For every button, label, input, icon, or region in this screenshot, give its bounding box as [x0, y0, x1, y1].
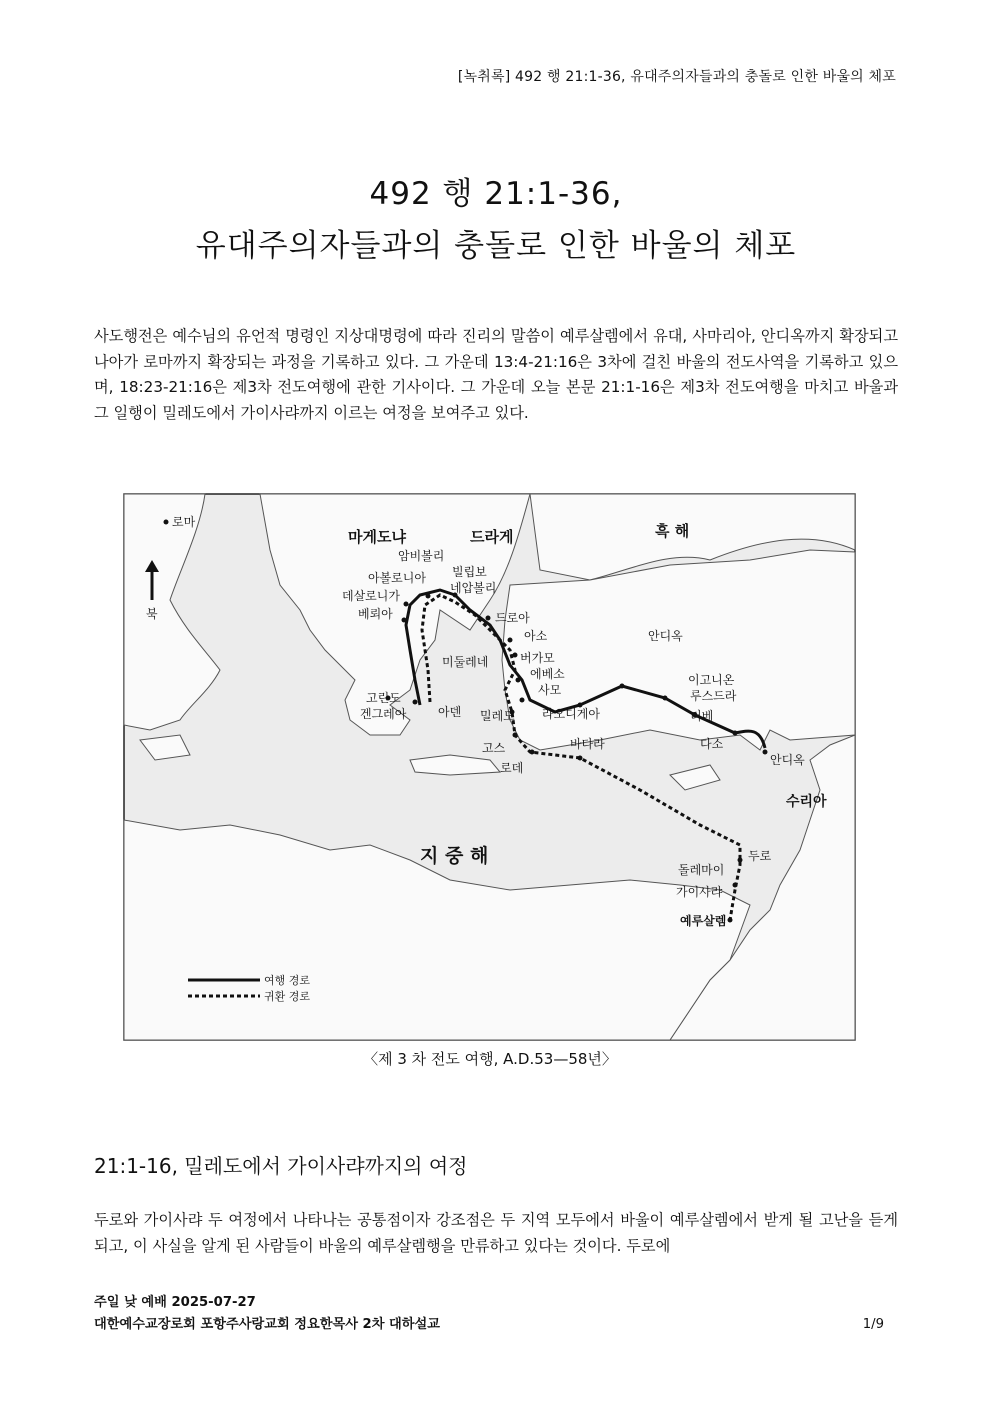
label-caesarea: 가이사랴 [676, 885, 723, 899]
footer [94, 1292, 884, 1336]
page-number: 1/9 [862, 1317, 884, 1332]
label-patara: 바다라 [570, 737, 605, 751]
label-miletus: 밀레도 [480, 709, 515, 723]
label-cenchreae: 겐그레아 [360, 707, 407, 721]
title-line-1: 492 행 21:1-36, [369, 176, 623, 212]
label-rhodes: 로데 [500, 761, 524, 775]
label-corinth: 고린도 [366, 691, 401, 705]
label-ptolemais: 돌레마이 [678, 863, 725, 877]
legend-outbound-label: 여행 경로 [264, 974, 311, 987]
label-thrace: 드라게 [470, 528, 514, 546]
label-macedonia: 마게도냐 [348, 528, 406, 546]
label-tyre: 두로 [748, 849, 772, 863]
running-header: [녹취록] 492 행 21:1-36, 유대주의자들과의 충돌로 인한 바울의 체포 [457, 69, 896, 85]
label-amphipolis: 암비볼리 [398, 549, 445, 563]
label-roma: 로마 [172, 515, 196, 529]
label-antioch-pisidia: 안디옥 [648, 629, 683, 643]
legend-return-label: 귀환 경로 [264, 990, 311, 1003]
label-tarsus: 다소 [700, 737, 724, 751]
label-lystra: 루스드라 [690, 689, 737, 703]
label-athens: 아덴 [438, 705, 462, 719]
footer-church: 대한예수교장로회 포항주사랑교회 정요한목사 2차 대하설교 [94, 1317, 441, 1332]
label-samos: 사모 [538, 683, 562, 697]
page-title [0, 168, 992, 272]
label-derbe: 더베 [690, 709, 714, 723]
label-assos: 아소 [524, 629, 548, 643]
label-mitylene: 미둘레네 [442, 655, 489, 669]
label-laodicea: 라오디게아 [542, 707, 600, 721]
intro-paragraph: 사도행전은 예수님의 유언적 명령인 지상대명령에 따라 진리의 말씀이 예루살렘에서 유대, 사마리아, 안디옥까지 확장되고 나아가 로마까지 확장되는 과정을 기록하고 있다. 그 가운데 13:4-21:16은 3차에 걸친 바울의 전도사역을 기록하고 있으며, 18:23-21:16은 제3차 전도여행에 관한 기사이다. 그 가운데 오늘 본문 21:1-16은 제3차 전도여행을 마치고 바울과 그 일행이 밀레도에서 가이사랴까지 이르는 여정을 보여주고 있다. [94, 327, 898, 422]
label-cos: 고스 [482, 741, 506, 755]
map-caption: 〈제 3 차 전도 여행, A.D.53—58년〉 [363, 1050, 617, 1068]
label-pergamum: 버가모 [520, 651, 555, 665]
title-line-2: 유대주의자들과의 충돌로 인한 바울의 체포 [195, 228, 797, 264]
section-paragraph: 두로와 가이사랴 두 여정에서 나타나는 공통점이자 강조점은 두 지역 모두에서 바울이 예루살렘에서 받게 될 고난을 듣게 되고, 이 사실을 알게 된 사람들이 바울의 예루살렘행을 만류하고 있다는 것이다. 두로에 [94, 1211, 898, 1255]
label-antioch-syria: 안디옥 [770, 753, 805, 767]
map-figure [110, 490, 870, 1080]
label-apollonia: 아볼로니아 [368, 571, 426, 585]
label-black-sea: 흑 해 [655, 522, 690, 540]
label-troas: 드로아 [495, 611, 530, 625]
section-heading: 21:1-16, 밀레도에서 가이사랴까지의 여정 [94, 1154, 468, 1178]
north-label: 북 [146, 607, 158, 621]
journey-map [110, 490, 870, 1080]
label-mediterranean: 지 중 해 [420, 845, 489, 867]
label-jerusalem: 예루살렘 [680, 914, 727, 928]
label-syria: 수리아 [786, 794, 827, 810]
label-iconium: 이고니온 [688, 673, 735, 687]
footer-service: 주일 낮 예배 2025-07-27 [94, 1295, 256, 1310]
label-ephesus: 에베소 [530, 667, 565, 681]
label-thessalonica: 데살로니가 [342, 589, 400, 603]
label-philippi: 빌립보 [452, 565, 487, 579]
label-neapolis: 네압볼리 [450, 581, 497, 595]
label-berea: 베뢰아 [358, 607, 393, 621]
